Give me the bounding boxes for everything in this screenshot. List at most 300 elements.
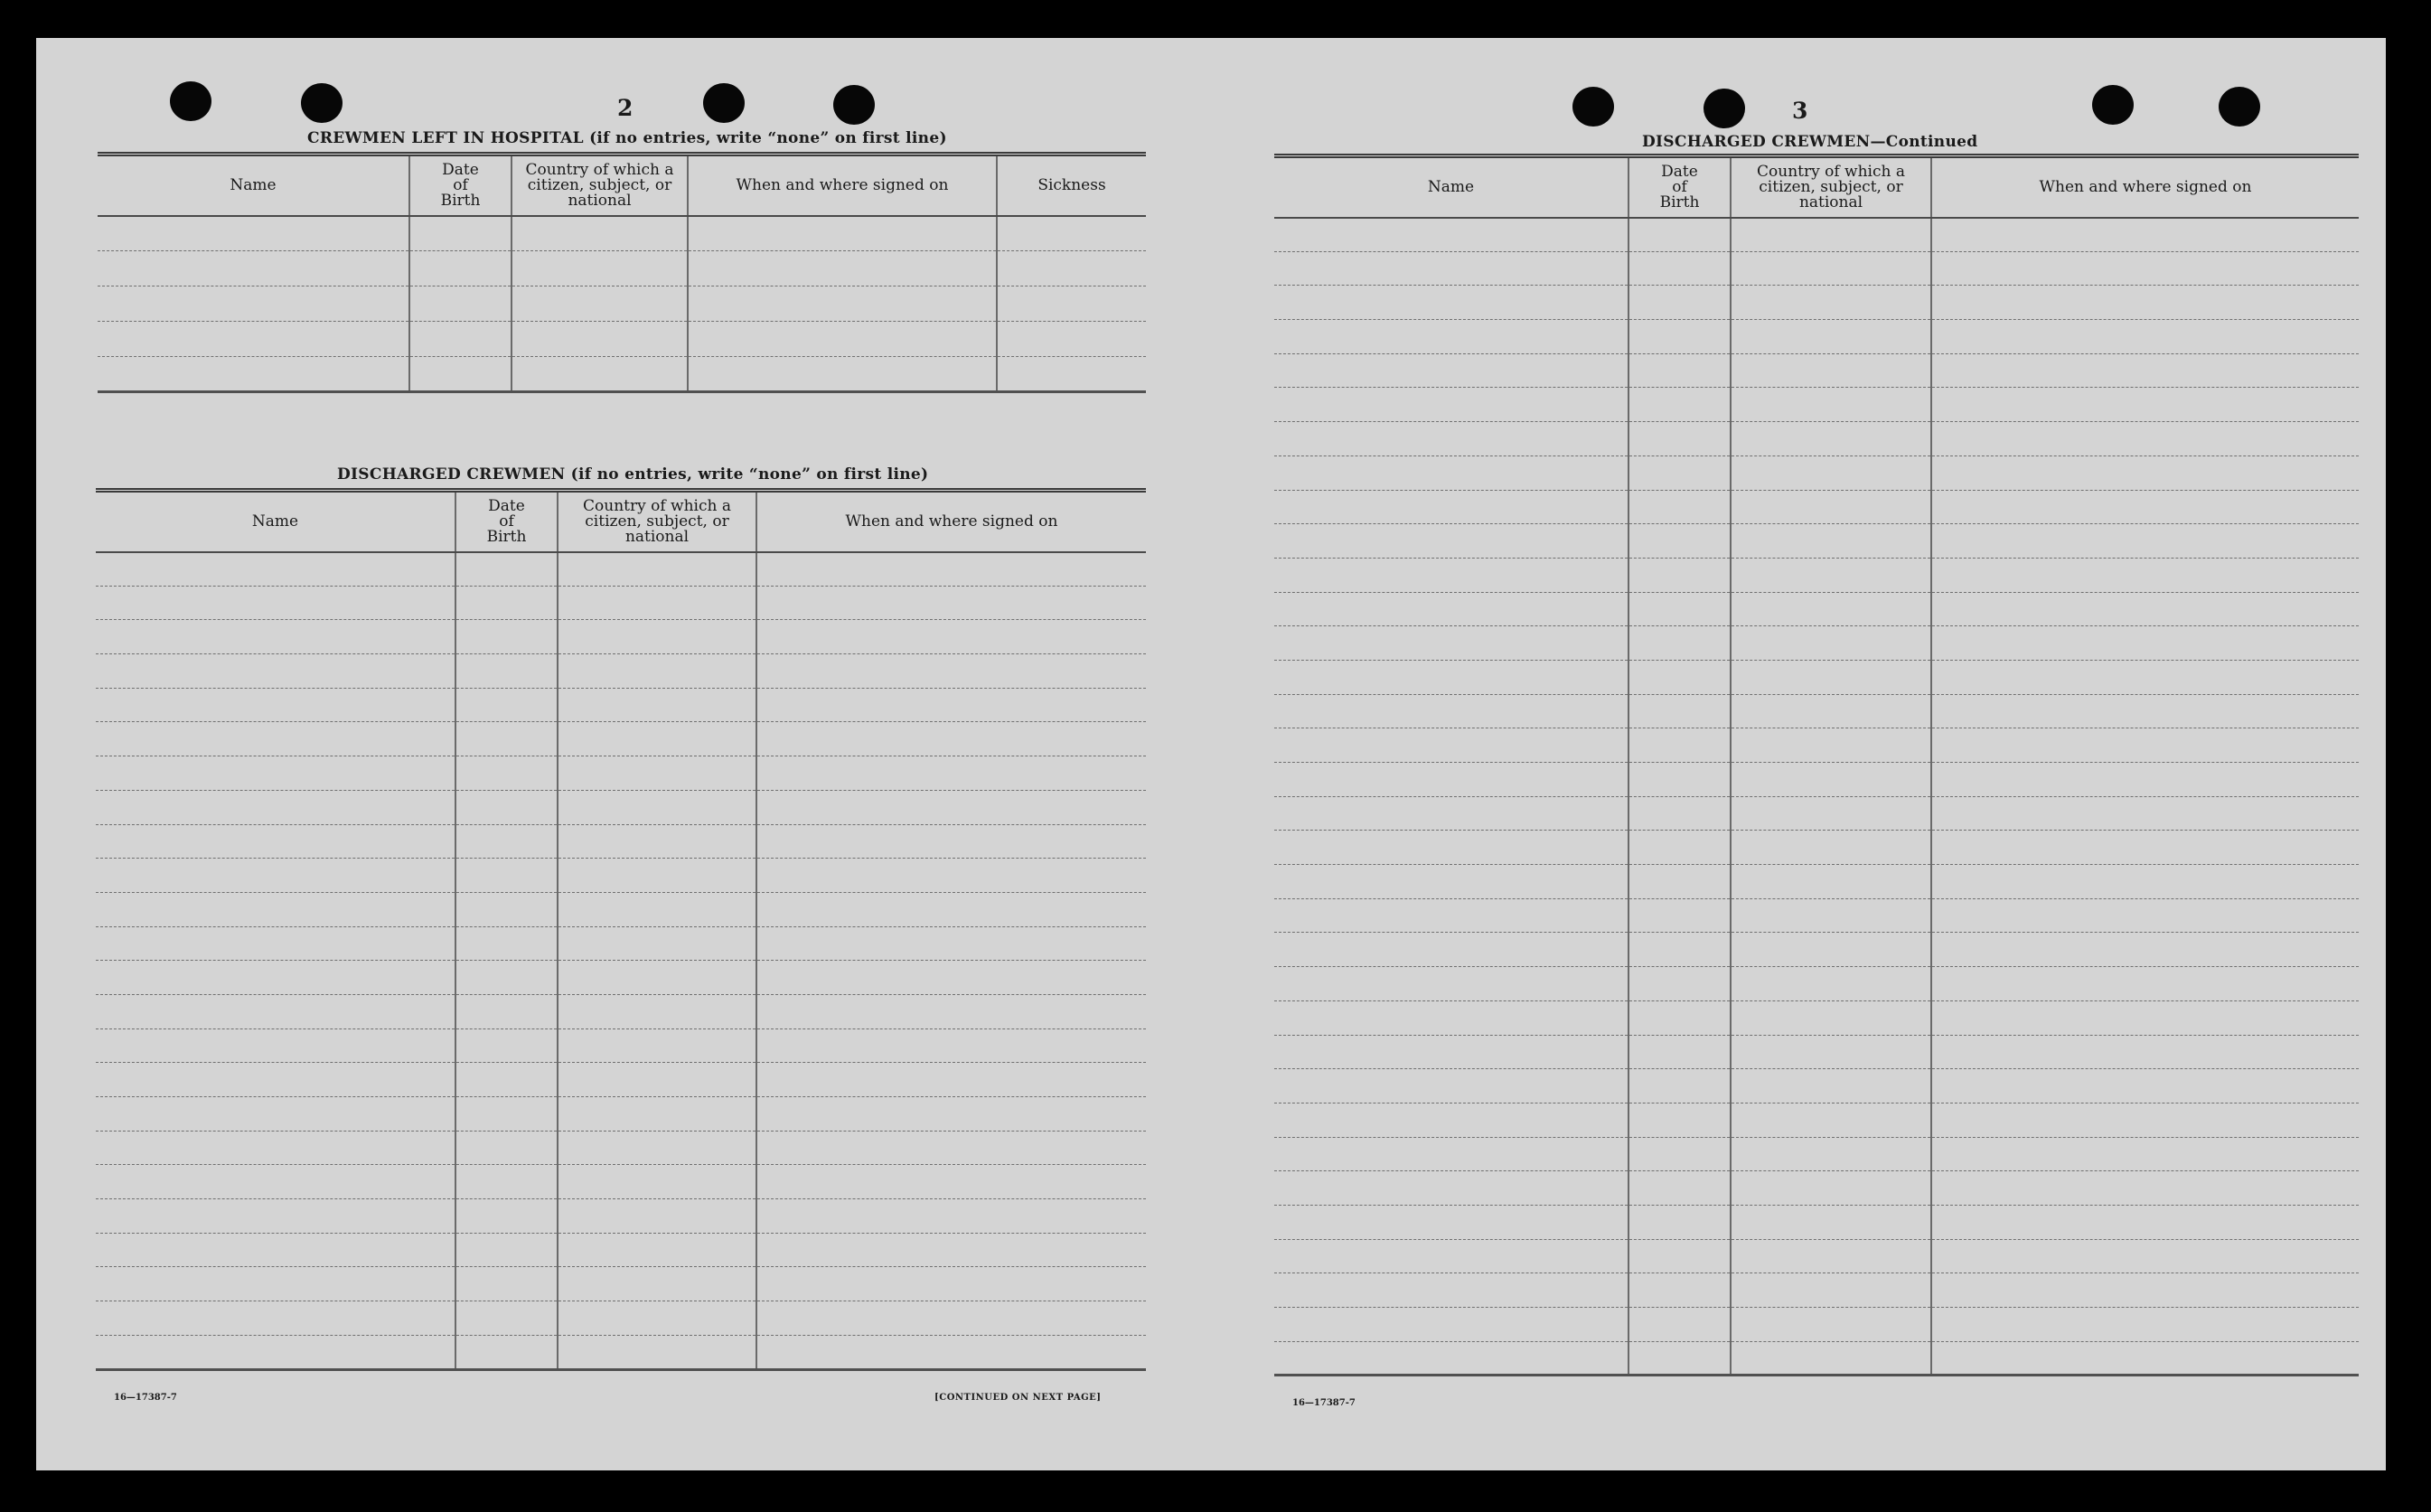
name-cell[interactable] [1274, 694, 1628, 728]
sickness-cell[interactable] [997, 286, 1146, 322]
col-header-date-of-birth: Date of Birth [455, 491, 558, 552]
dob-cell[interactable] [1628, 1035, 1731, 1069]
signed-on-cell[interactable] [756, 1233, 1146, 1267]
signed-on-cell[interactable] [756, 824, 1146, 859]
name-cell[interactable] [96, 654, 455, 689]
name-cell[interactable] [96, 620, 455, 654]
name-cell[interactable] [96, 1028, 455, 1063]
table-row [1274, 251, 2359, 286]
name-cell[interactable] [96, 1335, 455, 1369]
signed-on-cell[interactable] [1931, 898, 2359, 933]
signed-on-cell[interactable] [1931, 422, 2359, 456]
dob-cell[interactable] [1628, 1308, 1731, 1342]
dob-cell[interactable] [1628, 592, 1731, 626]
country-cell[interactable] [1731, 1171, 1931, 1206]
country-cell[interactable] [558, 859, 756, 893]
dob-cell[interactable] [455, 586, 558, 620]
name-cell[interactable] [96, 1199, 455, 1234]
country-cell[interactable] [1731, 763, 1931, 797]
dob-cell[interactable] [455, 1335, 558, 1369]
dob-cell[interactable] [1628, 831, 1731, 865]
dob-cell[interactable] [455, 1267, 558, 1301]
dob-cell[interactable] [1628, 251, 1731, 286]
name-cell[interactable] [1274, 1137, 1628, 1171]
country-cell[interactable] [558, 892, 756, 926]
signed-on-cell[interactable] [1931, 1205, 2359, 1239]
signed-on-cell[interactable] [756, 688, 1146, 722]
signed-on-cell[interactable] [1931, 660, 2359, 694]
table-row [96, 790, 1146, 824]
table-row [1274, 353, 2359, 388]
table-row [96, 1301, 1146, 1336]
country-cell[interactable] [558, 654, 756, 689]
name-cell[interactable] [1274, 1239, 1628, 1273]
name-cell[interactable] [1274, 796, 1628, 831]
dob-cell[interactable] [1628, 353, 1731, 388]
country-cell[interactable] [558, 1301, 756, 1336]
country-cell[interactable] [1731, 524, 1931, 559]
signed-on-cell[interactable] [1931, 558, 2359, 592]
table-row [96, 1335, 1146, 1369]
name-cell[interactable] [1274, 592, 1628, 626]
signed-on-cell[interactable] [756, 790, 1146, 824]
country-cell[interactable] [1731, 388, 1931, 422]
name-cell[interactable] [1274, 455, 1628, 490]
country-cell[interactable] [558, 756, 756, 791]
country-cell[interactable] [558, 1063, 756, 1097]
dob-cell[interactable] [1628, 728, 1731, 763]
dob-cell[interactable] [1628, 320, 1731, 354]
dob-cell[interactable] [1628, 1069, 1731, 1103]
signed-on-cell[interactable] [1931, 728, 2359, 763]
table-row [96, 1063, 1146, 1097]
dob-cell[interactable] [409, 251, 512, 286]
country-cell[interactable] [1731, 1273, 1931, 1308]
name-cell[interactable] [1274, 1273, 1628, 1308]
form-code-right: 16—17387-7 [1292, 1398, 1356, 1408]
table-row [1274, 626, 2359, 661]
name-cell[interactable] [1274, 218, 1628, 252]
col-header-date-of-birth: Date of Birth [1628, 156, 1731, 218]
signed-on-cell[interactable] [756, 586, 1146, 620]
signed-on-cell[interactable] [756, 722, 1146, 756]
name-cell[interactable] [96, 859, 455, 893]
dob-cell[interactable] [1628, 524, 1731, 559]
signed-on-cell[interactable] [1931, 626, 2359, 661]
signed-on-cell[interactable] [1931, 1000, 2359, 1035]
country-cell[interactable] [1731, 1000, 1931, 1035]
table-row [1274, 558, 2359, 592]
country-cell[interactable] [1731, 898, 1931, 933]
dob-cell[interactable] [1628, 694, 1731, 728]
country-cell[interactable] [558, 1097, 756, 1132]
signed-on-cell[interactable] [756, 1335, 1146, 1369]
signed-on-cell[interactable] [1931, 1273, 2359, 1308]
signed-on-cell[interactable] [1931, 490, 2359, 524]
country-cell[interactable] [1731, 320, 1931, 354]
country-cell[interactable] [558, 1028, 756, 1063]
table-row [1274, 455, 2359, 490]
name-cell[interactable] [1274, 865, 1628, 899]
name-cell[interactable] [1274, 1035, 1628, 1069]
signed-on-cell[interactable] [1931, 1137, 2359, 1171]
dob-cell[interactable] [1628, 763, 1731, 797]
name-cell[interactable] [1274, 831, 1628, 865]
table-row [1274, 592, 2359, 626]
name-cell[interactable] [1274, 898, 1628, 933]
signed-on-cell[interactable] [756, 756, 1146, 791]
name-cell[interactable] [1274, 1069, 1628, 1103]
sickness-cell[interactable] [997, 322, 1146, 357]
name-cell[interactable] [1274, 320, 1628, 354]
signed-on-cell[interactable] [1931, 251, 2359, 286]
country-cell[interactable] [1731, 1308, 1931, 1342]
dob-cell[interactable] [1628, 1239, 1731, 1273]
signed-on-cell[interactable] [756, 892, 1146, 926]
signed-on-cell[interactable] [1931, 865, 2359, 899]
signed-on-cell[interactable] [756, 994, 1146, 1028]
dob-cell[interactable] [1628, 865, 1731, 899]
name-cell[interactable] [96, 688, 455, 722]
name-cell[interactable] [1274, 490, 1628, 524]
name-cell[interactable] [96, 1131, 455, 1165]
country-cell[interactable] [1731, 592, 1931, 626]
name-cell[interactable] [96, 1097, 455, 1132]
dob-cell[interactable] [1628, 422, 1731, 456]
name-cell[interactable] [96, 552, 455, 587]
signed-on-cell[interactable] [688, 322, 997, 357]
country-cell[interactable] [1731, 1069, 1931, 1103]
name-cell[interactable] [1274, 353, 1628, 388]
name-cell[interactable] [96, 961, 455, 995]
signed-on-cell[interactable] [756, 1301, 1146, 1336]
punch-hole [2219, 87, 2260, 127]
signed-on-cell[interactable] [688, 216, 997, 251]
dob-cell[interactable] [455, 756, 558, 791]
country-cell[interactable] [1731, 626, 1931, 661]
sickness-cell[interactable] [997, 357, 1146, 392]
country-cell[interactable] [512, 216, 688, 251]
sickness-cell[interactable] [997, 216, 1146, 251]
signed-on-cell[interactable] [1931, 524, 2359, 559]
dob-cell[interactable] [409, 322, 512, 357]
signed-on-cell[interactable] [688, 286, 997, 322]
dob-cell[interactable] [1628, 490, 1731, 524]
name-cell[interactable] [1274, 286, 1628, 320]
country-cell[interactable] [512, 286, 688, 322]
table-row [1274, 831, 2359, 865]
dob-cell[interactable] [1628, 1341, 1731, 1376]
country-cell[interactable] [1731, 728, 1931, 763]
signed-on-cell[interactable] [756, 1028, 1146, 1063]
dob-cell[interactable] [455, 1301, 558, 1336]
dob-cell[interactable] [455, 722, 558, 756]
table-row [96, 824, 1146, 859]
dob-cell[interactable] [455, 688, 558, 722]
dob-cell[interactable] [455, 1028, 558, 1063]
country-cell[interactable] [1731, 1035, 1931, 1069]
country-cell[interactable] [1731, 1205, 1931, 1239]
signed-on-cell[interactable] [1931, 933, 2359, 967]
name-cell[interactable] [1274, 1000, 1628, 1035]
dob-cell[interactable] [1628, 626, 1731, 661]
country-cell[interactable] [1731, 660, 1931, 694]
dob-cell[interactable] [455, 961, 558, 995]
table-row [1274, 1103, 2359, 1137]
dob-cell[interactable] [1628, 388, 1731, 422]
dob-cell[interactable] [455, 1097, 558, 1132]
discharged-continued-title: DISCHARGED CREWMEN—Continued [1642, 133, 1978, 151]
name-cell[interactable] [1274, 388, 1628, 422]
signed-on-cell[interactable] [1931, 1308, 2359, 1342]
dob-cell[interactable] [409, 286, 512, 322]
country-cell[interactable] [558, 586, 756, 620]
table-row [1274, 728, 2359, 763]
table-row [96, 688, 1146, 722]
signed-on-cell[interactable] [756, 961, 1146, 995]
punch-hole [170, 81, 211, 121]
country-cell[interactable] [1731, 1341, 1931, 1376]
dob-cell[interactable] [1628, 286, 1731, 320]
country-cell[interactable] [1731, 558, 1931, 592]
country-cell[interactable] [1731, 353, 1931, 388]
name-cell[interactable] [96, 1233, 455, 1267]
name-cell[interactable] [96, 1301, 455, 1336]
name-cell[interactable] [96, 722, 455, 756]
signed-on-cell[interactable] [1931, 831, 2359, 865]
signed-on-cell[interactable] [756, 620, 1146, 654]
signed-on-cell[interactable] [1931, 796, 2359, 831]
country-cell[interactable] [558, 994, 756, 1028]
signed-on-cell[interactable] [1931, 1035, 2359, 1069]
signed-on-cell[interactable] [688, 251, 997, 286]
country-cell[interactable] [1731, 286, 1931, 320]
col-header-name: Name [98, 155, 409, 216]
signed-on-cell[interactable] [1931, 1171, 2359, 1206]
name-cell[interactable] [1274, 1308, 1628, 1342]
dob-cell[interactable] [455, 1233, 558, 1267]
dob-cell[interactable] [455, 994, 558, 1028]
signed-on-cell[interactable] [756, 1097, 1146, 1132]
country-cell[interactable] [1731, 694, 1931, 728]
country-cell[interactable] [558, 1267, 756, 1301]
table-row [1274, 422, 2359, 456]
dob-cell[interactable] [455, 1063, 558, 1097]
country-cell[interactable] [558, 620, 756, 654]
country-cell[interactable] [1731, 455, 1931, 490]
country-cell[interactable] [558, 926, 756, 961]
name-cell[interactable] [96, 756, 455, 791]
signed-on-cell[interactable] [1931, 353, 2359, 388]
name-cell[interactable] [96, 586, 455, 620]
name-cell[interactable] [1274, 1205, 1628, 1239]
country-cell[interactable] [558, 961, 756, 995]
country-cell[interactable] [1731, 218, 1931, 252]
signed-on-cell[interactable] [1931, 455, 2359, 490]
dob-cell[interactable] [1628, 558, 1731, 592]
col-header-sickness: Sickness [997, 155, 1146, 216]
name-cell[interactable] [96, 892, 455, 926]
signed-on-cell[interactable] [1931, 286, 2359, 320]
country-cell[interactable] [1731, 967, 1931, 1001]
table-row [1274, 218, 2359, 252]
sickness-cell[interactable] [997, 251, 1146, 286]
name-cell[interactable] [98, 357, 409, 392]
name-cell[interactable] [1274, 251, 1628, 286]
name-cell[interactable] [98, 322, 409, 357]
signed-on-cell[interactable] [756, 1199, 1146, 1234]
dob-cell[interactable] [1628, 1171, 1731, 1206]
country-cell[interactable] [558, 1131, 756, 1165]
dob-cell[interactable] [455, 892, 558, 926]
signed-on-cell[interactable] [756, 1063, 1146, 1097]
signed-on-cell[interactable] [756, 654, 1146, 689]
table-row [1274, 1239, 2359, 1273]
dob-cell[interactable] [455, 1165, 558, 1199]
dob-cell[interactable] [1628, 455, 1731, 490]
dob-cell[interactable] [455, 859, 558, 893]
signed-on-cell[interactable] [1931, 1239, 2359, 1273]
table-row [96, 1199, 1146, 1234]
table-row [1274, 1137, 2359, 1171]
signed-on-cell[interactable] [1931, 1341, 2359, 1376]
page-number-right: 3 [1792, 98, 1808, 124]
country-cell[interactable] [1731, 796, 1931, 831]
dob-cell[interactable] [455, 824, 558, 859]
name-cell[interactable] [1274, 933, 1628, 967]
country-cell[interactable] [1731, 422, 1931, 456]
country-cell[interactable] [512, 357, 688, 392]
name-cell[interactable] [98, 216, 409, 251]
name-cell[interactable] [1274, 524, 1628, 559]
document-sheet [36, 38, 2386, 1470]
dob-cell[interactable] [1628, 1137, 1731, 1171]
name-cell[interactable] [1274, 1341, 1628, 1376]
name-cell[interactable] [1274, 967, 1628, 1001]
name-cell[interactable] [1274, 626, 1628, 661]
dob-cell[interactable] [1628, 796, 1731, 831]
name-cell[interactable] [98, 251, 409, 286]
signed-on-cell[interactable] [756, 859, 1146, 893]
dob-cell[interactable] [455, 790, 558, 824]
dob-cell[interactable] [455, 926, 558, 961]
dob-cell[interactable] [1628, 933, 1731, 967]
signed-on-cell[interactable] [756, 926, 1146, 961]
signed-on-cell[interactable] [1931, 1103, 2359, 1137]
country-cell[interactable] [558, 552, 756, 587]
name-cell[interactable] [96, 926, 455, 961]
name-cell[interactable] [1274, 763, 1628, 797]
name-cell[interactable] [98, 286, 409, 322]
table-row [96, 859, 1146, 893]
country-cell[interactable] [558, 1335, 756, 1369]
dob-cell[interactable] [455, 620, 558, 654]
punch-hole [1572, 87, 1614, 127]
country-cell[interactable] [512, 251, 688, 286]
country-cell[interactable] [1731, 1239, 1931, 1273]
name-cell[interactable] [1274, 558, 1628, 592]
name-cell[interactable] [96, 1267, 455, 1301]
signed-on-cell[interactable] [1931, 967, 2359, 1001]
table-row [96, 586, 1146, 620]
dob-cell[interactable] [455, 552, 558, 587]
name-cell[interactable] [1274, 1103, 1628, 1137]
table-row [1274, 796, 2359, 831]
name-cell[interactable] [96, 824, 455, 859]
country-cell[interactable] [558, 688, 756, 722]
dob-cell[interactable] [1628, 967, 1731, 1001]
signed-on-cell[interactable] [1931, 1069, 2359, 1103]
dob-cell[interactable] [1628, 660, 1731, 694]
table-row [96, 1267, 1146, 1301]
signed-on-cell[interactable] [1931, 592, 2359, 626]
country-cell[interactable] [1731, 490, 1931, 524]
name-cell[interactable] [1274, 1171, 1628, 1206]
dob-cell[interactable] [1628, 1103, 1731, 1137]
country-cell[interactable] [558, 1233, 756, 1267]
country-cell[interactable] [558, 1165, 756, 1199]
country-cell[interactable] [1731, 1137, 1931, 1171]
country-cell[interactable] [1731, 251, 1931, 286]
dob-cell[interactable] [1628, 1205, 1731, 1239]
country-cell[interactable] [558, 1199, 756, 1234]
country-cell[interactable] [558, 824, 756, 859]
name-cell[interactable] [96, 994, 455, 1028]
name-cell[interactable] [96, 790, 455, 824]
name-cell[interactable] [1274, 660, 1628, 694]
country-cell[interactable] [558, 722, 756, 756]
table-row [1274, 1171, 2359, 1206]
signed-on-cell[interactable] [688, 357, 997, 392]
signed-on-cell[interactable] [756, 552, 1146, 587]
name-cell[interactable] [1274, 728, 1628, 763]
signed-on-cell[interactable] [756, 1131, 1146, 1165]
country-cell[interactable] [512, 322, 688, 357]
punch-hole [2092, 85, 2134, 125]
country-cell[interactable] [558, 790, 756, 824]
signed-on-cell[interactable] [1931, 763, 2359, 797]
signed-on-cell[interactable] [1931, 388, 2359, 422]
dob-cell[interactable] [1628, 1273, 1731, 1308]
col-header-country: Country of which a citizen, subject, or national [558, 491, 756, 552]
country-cell[interactable] [1731, 831, 1931, 865]
name-cell[interactable] [96, 1165, 455, 1199]
dob-cell[interactable] [1628, 1000, 1731, 1035]
dob-cell[interactable] [1628, 218, 1731, 252]
country-cell[interactable] [1731, 865, 1931, 899]
dob-cell[interactable] [409, 357, 512, 392]
col-header-name: Name [1274, 156, 1628, 218]
dob-cell[interactable] [1628, 898, 1731, 933]
page-number-left: 2 [617, 95, 634, 121]
table-row [1274, 490, 2359, 524]
country-cell[interactable] [1731, 1103, 1931, 1137]
country-cell[interactable] [1731, 933, 1931, 967]
name-cell[interactable] [96, 1063, 455, 1097]
name-cell[interactable] [1274, 422, 1628, 456]
signed-on-cell[interactable] [1931, 218, 2359, 252]
dob-cell[interactable] [455, 654, 558, 689]
table-row [1274, 1273, 2359, 1308]
signed-on-cell[interactable] [756, 1267, 1146, 1301]
signed-on-cell[interactable] [1931, 320, 2359, 354]
signed-on-cell[interactable] [756, 1165, 1146, 1199]
col-header-signed-on: When and where signed on [1931, 156, 2359, 218]
dob-cell[interactable] [409, 216, 512, 251]
dob-cell[interactable] [455, 1199, 558, 1234]
signed-on-cell[interactable] [1931, 694, 2359, 728]
dob-cell[interactable] [455, 1131, 558, 1165]
